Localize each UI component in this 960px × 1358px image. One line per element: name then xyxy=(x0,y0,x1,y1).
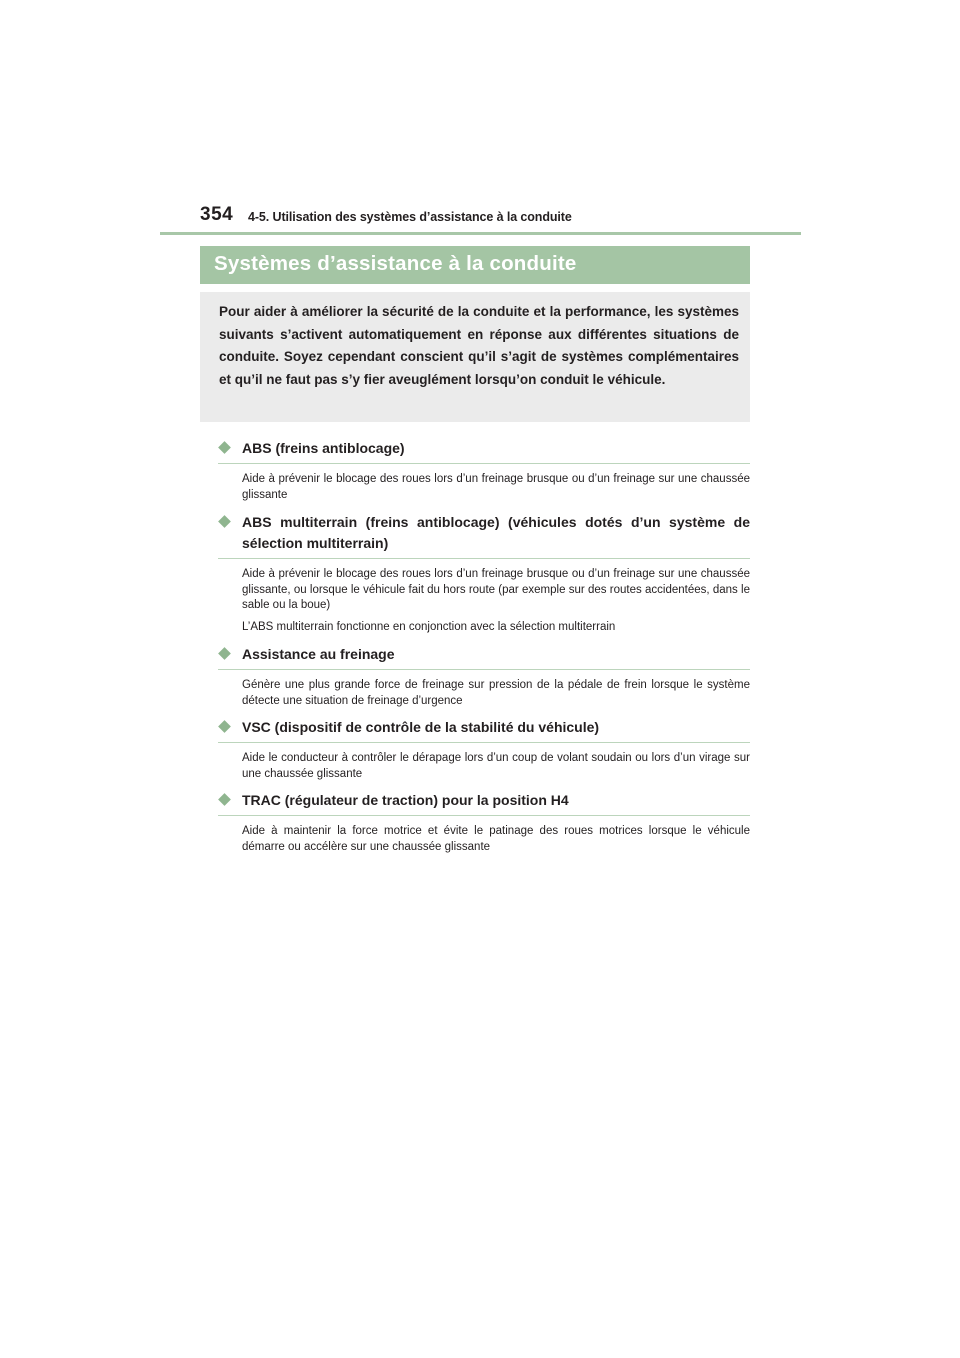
item-heading xyxy=(218,717,750,743)
item-heading-text: VSC (dispositif de contrôle de la stabilité du véhicule) xyxy=(242,719,600,735)
item-vsc xyxy=(218,717,750,782)
item-heading xyxy=(218,790,750,816)
item-trac xyxy=(218,790,750,855)
item-heading-text: ABS (freins antiblocage) xyxy=(242,440,405,456)
running-head: 4-5. Utilisation des systèmes d’assistance à la conduite xyxy=(248,210,572,224)
header-rule xyxy=(160,232,801,235)
diamond-bullet-icon xyxy=(218,441,231,454)
item-heading-text: Assistance au freinage xyxy=(242,646,395,662)
diamond-bullet-icon xyxy=(218,515,231,528)
item-abs-multiterrain xyxy=(218,512,750,635)
item-heading xyxy=(218,644,750,670)
intro-box xyxy=(200,292,750,422)
item-description: Génère une plus grande force de freinage sur pression de la pédale de frein lorsque le système détecte une situation de freinage d’urgence xyxy=(242,679,750,707)
diamond-bullet-icon xyxy=(218,647,231,660)
item-heading-text: TRAC (régulateur de traction) pour la position H4 xyxy=(242,792,569,808)
item-description: Aide à prévenir le blocage des roues lors d’un freinage brusque ou d’un freinage sur une chaussée glissante, ou lorsque le véhicule fait du hors route (par exemple sur des routes accidentées, dans le sable ou la boue) xyxy=(242,568,750,611)
item-abs xyxy=(218,438,750,503)
item-description: Aide le conducteur à contrôler le dérapage lors d’un coup de volant soudain ou lors d’un virage sur une chaussée glissante xyxy=(242,752,750,780)
item-description: Aide à maintenir la force motrice et évite le patinage des roues motrices lorsque le véhicule démarre ou accélère sur une chaussée glissante xyxy=(242,825,750,853)
item-assistance-freinage xyxy=(218,644,750,709)
item-description: Aide à prévenir le blocage des roues lors d’un freinage brusque ou d’un freinage sur une chaussée glissante xyxy=(242,473,750,501)
intro-text: Pour aider à améliorer la sécurité de la conduite et la performance, les systèmes suivants s’activent automatiquement en réponse aux différentes situations de conduite. Soyez cependant conscient qu’il s’agit de systèmes complémentaires et qu’il ne faut pas s’y fier aveuglément lorsqu’on conduit le véhicule. xyxy=(219,304,739,387)
section-banner xyxy=(200,246,750,284)
section-title: Systèmes d’assistance à la conduite xyxy=(214,252,577,275)
item-heading xyxy=(218,512,750,559)
page-number: 354 xyxy=(200,204,234,225)
diamond-bullet-icon xyxy=(218,720,231,733)
page-header xyxy=(160,204,801,236)
diamond-bullet-icon xyxy=(218,793,231,806)
item-note: L’ABS multiterrain fonctionne en conjonction avec la sélection multiterrain xyxy=(242,620,616,633)
item-heading xyxy=(218,438,750,464)
item-heading-text: ABS multiterrain (freins antiblocage) (véhicules dotés d’un système de sélection multiterrain) xyxy=(242,514,750,551)
